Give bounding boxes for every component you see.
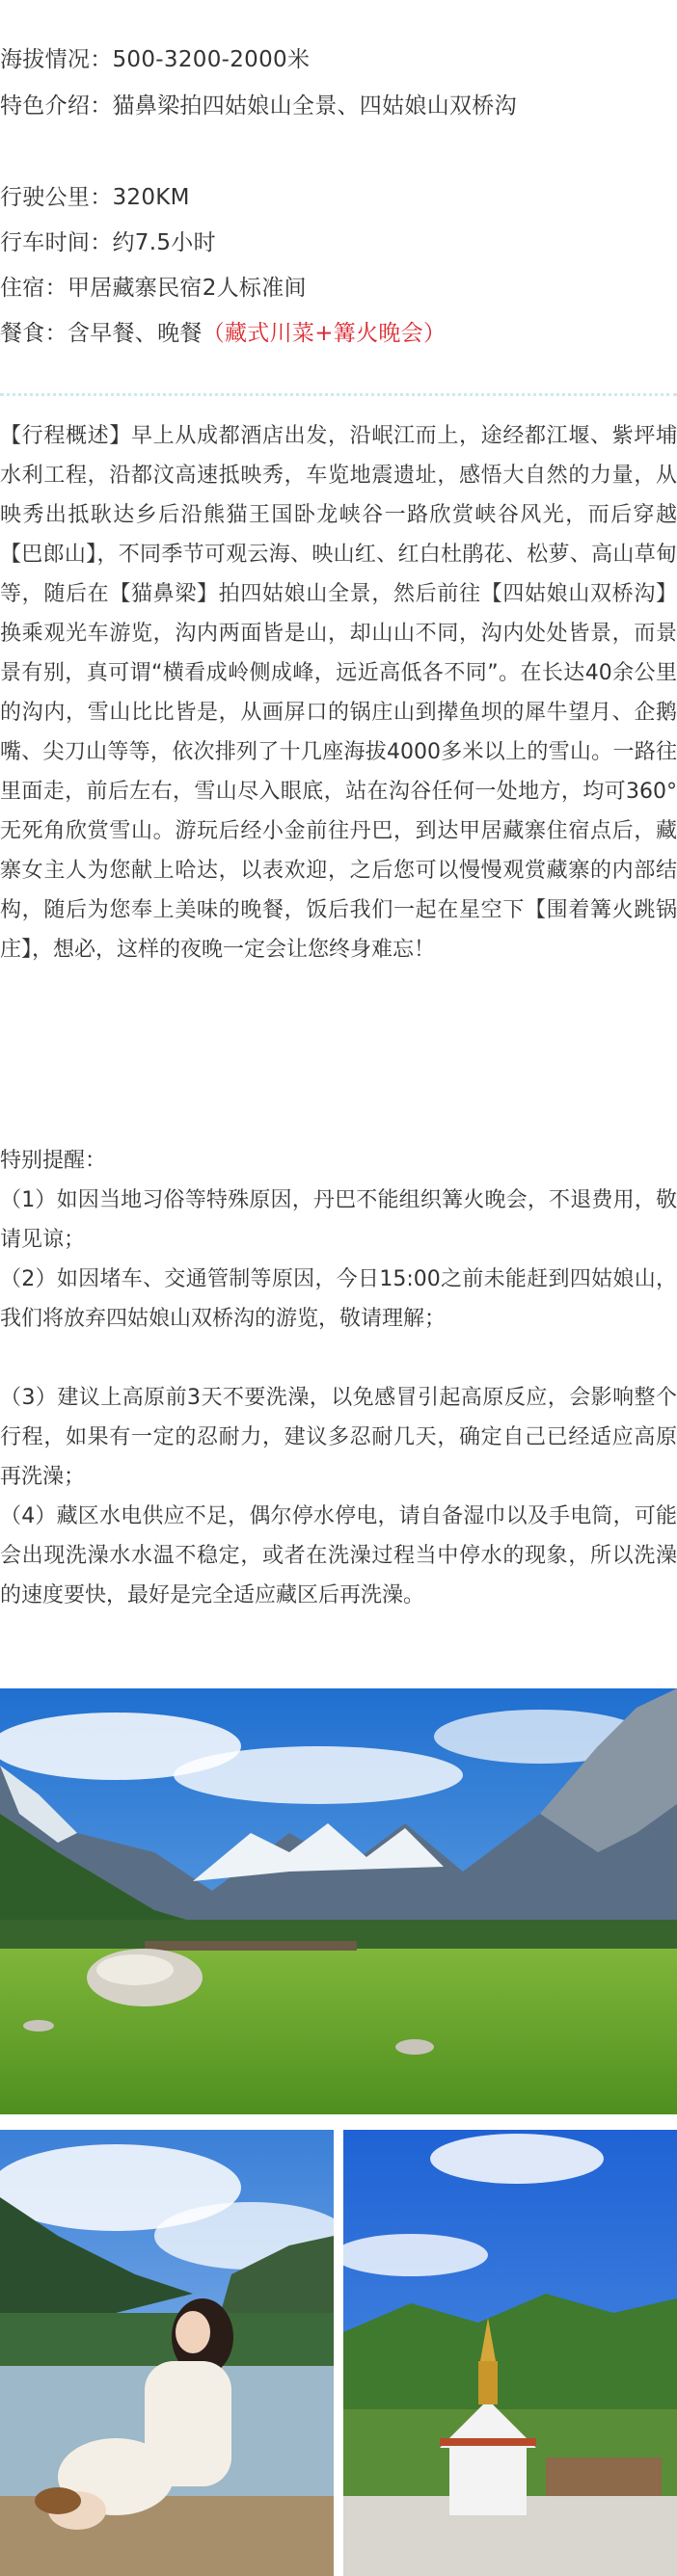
distance-line: 行驶公里：320KM	[0, 185, 190, 210]
meals-line	[0, 314, 446, 353]
girl-photo	[0, 2130, 334, 2576]
notice-item-3: （3）建议上高原前3天不要洗澡，以免感冒引起高原反应，会影响整个行程，如果有一定的忍耐力，建议多忍耐几天，确定自己已经适应高原再洗澡；	[0, 1386, 677, 1489]
notice-item-1: （1）如因当地习俗等特殊原因，丹巴不能组织篝火晚会，不退费用，敬请见谅；	[0, 1188, 677, 1252]
notice-title: 特别提醒：	[0, 1149, 107, 1173]
feature-line: 特色介绍：猫鼻梁拍四姑娘山全景、四姑娘山双桥沟	[0, 93, 517, 119]
landscape-photo	[0, 1688, 677, 2114]
drive-time-line: 行车时间：约7.5小时	[0, 230, 216, 255]
notice-item-2: （2）如因堵车、交通管制等原因，今日15:00之前未能赶到四姑娘山，我们将放弃四姑娘山双桥沟的游览，敬请理解；	[0, 1267, 677, 1331]
overview-paragraph: 【行程概述】早上从成都酒店出发，沿岷江而上，途经都江堰、紫坪埔水利工程，沿都汶高速抵映秀，车览地震遗址，感悟大自然的力量，从映秀出抵耿达乡后沿熊猫王国卧龙峡谷一路欣赏峡谷风光，而后穿越【巴郎山】，不同季节可观云海、映山红、红白杜鹃花、松萝、高山草甸等，随后在【猫鼻梁】拍四姑娘山全景，然后前往【四姑娘山双桥沟】换乘观光车游览，沟内两面皆是山，却山山不同，沟内处处皆景，而景景有别，真可谓“横看成岭侧成峰，远近高低各不同”。在长达40余公里的沟内，雪山比比皆是，从画屏口的锅庄山到撵鱼坝的犀牛望月、企鹅嘴、尖刀山等等，依次排列了十几座海拔4000多米以上的雪山。一路往里面走，前后左右，雪山尽入眼底，站在沟谷任何一处地方，均可360°无死角欣赏雪山。游玩后经小金前往丹巴，到达甲居藏寨住宿点后，藏寨女主人为您献上哈达，以表欢迎，之后您可以慢慢观赏藏寨的内部结构，随后为您奉上美味的晚餐，饭后我们一起在星空下【围着篝火跳锅庄】，想必，这样的夜晚一定会让您终身难忘！	[0, 424, 677, 962]
meals-highlight: （藏式川菜+篝火晚会）	[202, 321, 447, 346]
lodging-line: 住宿：甲居藏寨民宿2人标准间	[0, 276, 307, 301]
meals-label: 餐食：含早餐、晚餐	[0, 321, 203, 346]
dotted-divider	[0, 393, 677, 396]
altitude-line: 海拔情况：500-3200-2000米	[0, 47, 311, 72]
notice-item-4: （4）藏区水电供应不足，偶尔停水停电，请自备湿巾以及手电筒，可能会出现洗澡水水温不稳定，或者在洗澡过程当中停水的现象，所以洗澡的速度要快，最好是完全适应藏区后再洗澡。	[0, 1504, 677, 1607]
stupa-photo	[343, 2130, 677, 2576]
